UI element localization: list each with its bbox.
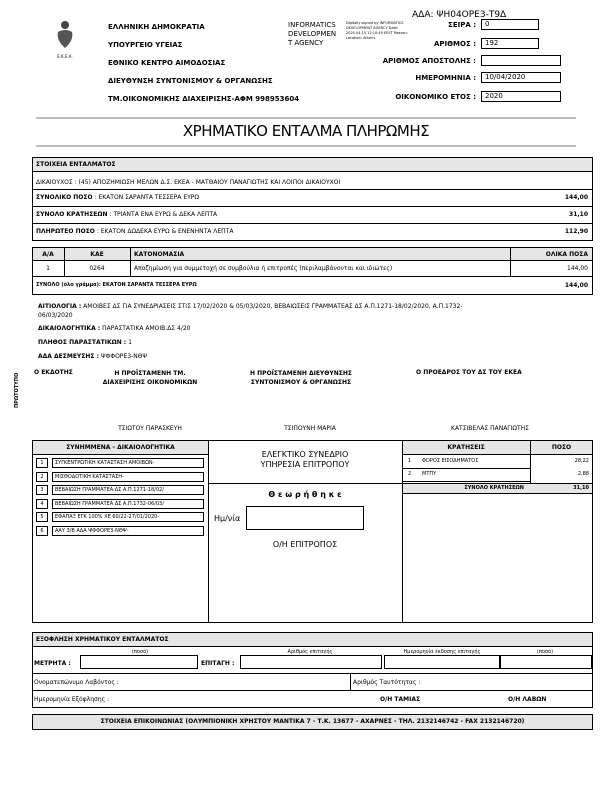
synimmena-item-number: 1 bbox=[36, 458, 48, 468]
kratiseis-total-label: ΣΥΝΟΛΟ ΚΡΑΤΗΣΕΩΝ bbox=[464, 485, 524, 491]
stamp-line-2: DEVELOPMEN bbox=[288, 30, 337, 38]
kratiseis-row-name: ΦΟΡΟΣ ΕΙΣΟΔΗΜΑΤΟΣ bbox=[422, 458, 479, 464]
poso-label-2: (ποσό) bbox=[536, 649, 554, 655]
arithmos-field: 192 bbox=[481, 38, 539, 49]
sig-proistameni-d-1: Η ΠΡΟΪΣΤΑΜΕΝΗ ΔΙΕΥΘΥΝΣΗΣ bbox=[250, 370, 352, 377]
aitiologia-text2: 06/03/2020 bbox=[38, 312, 73, 319]
stamp-line-1: INFORMATICS bbox=[288, 21, 336, 29]
sig-proistameni-d bbox=[226, 369, 376, 387]
poso-field[interactable] bbox=[500, 655, 592, 669]
synimmena-item-number: 3 bbox=[36, 485, 48, 495]
kae-total-label: ΣΥΝΟΛΟ (όλο γράμμα): ΕΚΑΤΟΝ ΣΑΡΑΝΤΑ ΤΕΣΣΕΡΑ ΕΥΡΩ bbox=[36, 282, 197, 288]
synimmena-item bbox=[32, 524, 208, 537]
imerominia-ekdosis-field[interactable] bbox=[384, 655, 500, 669]
synimmena-item-text: ΒΕΒΑΙΩΣΗ ΓΡΑΜΜΑΤΕΑ ΔΣ Α.Π.1732-06/03/ bbox=[52, 499, 204, 509]
aitiologia-label: ΑΙΤΙΟΛΟΓΙΑ : bbox=[38, 303, 82, 310]
rule bbox=[32, 673, 593, 674]
lavon-label: Ο/Η ΛΑΒΩΝ bbox=[508, 696, 547, 703]
rule bbox=[32, 454, 208, 455]
rule bbox=[32, 260, 593, 261]
elegktiko-header bbox=[208, 450, 402, 470]
sig-proistameni-tm-2: ΔΙΑΧΕΙΡΙΣΗΣ ΟΙΚΟΝΟΜΙΚΩΝ bbox=[102, 379, 198, 386]
synimmena-item-number: 4 bbox=[36, 499, 48, 509]
org-block bbox=[108, 18, 299, 108]
sig-proistameni-tm bbox=[80, 369, 220, 387]
kae-row-kae: 0264 bbox=[89, 265, 105, 272]
synimmena-item bbox=[32, 510, 208, 523]
synimmena-item-number: 6 bbox=[36, 526, 48, 536]
synimmena-item-text: ΑΑΥ 3/Β ΑΔΑ ΨΦΦΟΡΕ3-ΝΘΨ- bbox=[52, 526, 204, 536]
arithmos-epitagis-field[interactable] bbox=[240, 655, 382, 669]
plithos-value: 1 bbox=[128, 339, 132, 346]
kratiseis-row-number: 1 bbox=[408, 458, 412, 464]
kratiseis-row bbox=[402, 469, 593, 482]
rule bbox=[402, 454, 593, 455]
dikaiouxos: ΔΙΚΑΙΟΥΧΟΣ : (45) ΑΠΟΖΗΜΙΩΣΗ ΜΕΛΩΝ Δ.Σ. ΕΚΕΑ - ΜΑΤΘΑΙΟΥ ΠΑΝΑΓΙΩΤΗΣ ΚΑΙ ΛΟΙΠΟΙ ΔΙΚΑΙΟΥΧΟΙ bbox=[36, 179, 341, 186]
synoliko-text: : ΕΚΑΤΟΝ ΣΑΡΑΝΤΑ ΤΕΣΣΕΡΑ ΕΥΡΩ bbox=[94, 194, 199, 201]
oikonomiko-etos-label: ΟΙΚΟΝΟΜΙΚΟ ΕΤΟΣ : bbox=[395, 93, 476, 101]
plithos bbox=[38, 339, 132, 346]
rule bbox=[130, 247, 131, 276]
protypo-label: ΠΡΩΤΟΤΥΠΟ bbox=[14, 372, 20, 408]
hm-field[interactable] bbox=[246, 506, 364, 530]
sig-proistameni-d-2: ΣΥΝΤΟΝΙΣΜΟΥ & ΟΡΓΑΝΩΣΗΣ bbox=[250, 379, 352, 386]
synimmena-item-number: 5 bbox=[36, 512, 48, 522]
plithos-label: ΠΛΗΘΟΣ ΠΑΡΑΣΤΑΤΙΚΩΝ : bbox=[38, 339, 127, 346]
tamias-label: Ο/Η ΤΑΜΙΑΣ bbox=[380, 696, 421, 703]
metrita-label: ΜΕΤΡΗΤΑ : bbox=[34, 660, 71, 667]
ada-desmeusis-value: ΨΦΦΟΡΕ3-ΝΘΨ bbox=[100, 353, 148, 360]
kratiseis-row-number: 2 bbox=[408, 471, 412, 477]
rule bbox=[402, 481, 530, 482]
sig-proistameni-tm-1: Η ΠΡΟΪΣΤΑΜΕΝΗ ΤΜ. bbox=[114, 370, 186, 377]
sig-ekdotis: Ο ΕΚΔΟΤΗΣ bbox=[34, 369, 73, 376]
synoliko-row bbox=[36, 194, 199, 201]
kratiseis-row-amount: 28,22 bbox=[574, 458, 589, 464]
pliroteo-text: : ΕΚΑΤΟΝ ΔΩΔΕΚΑ ΕΥΡΩ & ΕΝΕΝΗΝΤΑ ΛΕΠΤΑ bbox=[96, 228, 234, 235]
synimmena-item bbox=[32, 483, 208, 496]
kratiseis-row-amount: 2,88 bbox=[577, 471, 589, 477]
synimmena-item-text: ΕΦΑΠΑΞ ΕΓΚ 100% ΧΕ 60/22-27/01/2020- bbox=[52, 512, 204, 522]
synimmena-item-text: ΜΙΣΘΟΔΟΤΙΚΗ ΚΑΤΑΣΤΑΣΗ- bbox=[52, 472, 204, 482]
footer-contact: ΣΤΟΙΧΕΙΑ ΕΠΙΚΟΙΝΩΝΙΑΣ (ΟΛΥΜΠΙΟΝΙΚΗ ΧΡΗΣΤΟΥ ΜΑΝΤΙΚΑ 7 - Τ.Κ. 13677 - ΑΧΑΡΝΕΣ - ΤΗΛ. 2132146742 - FAX 2132146720) bbox=[100, 718, 525, 725]
rule bbox=[32, 690, 593, 691]
dikaiologitika-label: ΔΙΚΑΙΟΛΟΓΗΤΙΚΑ : bbox=[38, 325, 101, 332]
org-line-1: ΕΛΛΗΝΙΚΗ ΔΗΜΟΚΡΑΤΙΑ bbox=[108, 23, 205, 31]
rule bbox=[402, 483, 593, 484]
org-line-2: ΥΠΟΥΡΓΕΙΟ ΥΓΕΙΑΣ bbox=[108, 41, 183, 49]
seira-label: ΣΕΙΡΑ : bbox=[448, 21, 476, 29]
org-line-4: ΔΙΕΥΘΥΝΣΗ ΣΥΝΤΟΝΙΣΜΟΥ & ΟΡΓΑΝΩΣΗΣ bbox=[108, 77, 273, 85]
kratiseis-row bbox=[36, 211, 217, 218]
kae-row-aa: 1 bbox=[46, 265, 50, 272]
arithmos-apostolis-field bbox=[481, 55, 561, 66]
rule bbox=[32, 189, 593, 190]
pliroteo-label: ΠΛΗΡΩΤΕΟ ΠΟΣΟ bbox=[36, 228, 95, 235]
synimmena-item-text: ΣΥΓΚΕΝΤΡΩΤΙΚΗ ΚΑΤΑΣΤΑΣΗ ΑΜΟΙΒΩΝ- bbox=[52, 458, 204, 468]
kratiseis-total-value: 31,10 bbox=[573, 485, 589, 491]
sig-name-1: ΤΣΙΩΤΟΥ ΠΑΡΑΣΚΕΥΗ bbox=[118, 425, 182, 432]
rule bbox=[208, 483, 402, 484]
digital-stamp bbox=[288, 21, 336, 48]
imerominia-field: 10/04/2020 bbox=[481, 72, 561, 83]
stamp-small-text: Digitally signed by INFORMATICS DEVELOPMENT AGENCY Date: 2020.04.15 12:10:49 EEST Reason: Location: Athens bbox=[346, 21, 408, 40]
synimmena-item bbox=[32, 497, 208, 510]
kae-row-name: Αποζημίωση για συμμετοχή σε συμβούλια ή επιτροπές (περιλαμβάνονται και ιδιώτες) bbox=[134, 265, 393, 272]
kae-col-aa: Α/Α bbox=[42, 251, 54, 258]
seira-field: 0 bbox=[481, 19, 539, 30]
rule bbox=[32, 276, 593, 277]
synimmena-item-text: ΒΕΒΑΙΩΣΗ ΓΡΑΜΜΑΤΕΑ ΔΣ Α.Π.1271-18/02/ bbox=[52, 485, 204, 495]
kratiseis-col-amount: ΠΟΣΟ bbox=[551, 444, 572, 451]
dikaiologitika bbox=[38, 325, 190, 332]
rule bbox=[402, 493, 593, 494]
kae-col-amount: ΟΛΙΚΑ ΠΟΣΑ bbox=[545, 251, 588, 258]
arithmos-apostolis-label: ΑΡΙΘΜΟΣ ΑΠΟΣΤΟΛΗΣ : bbox=[382, 57, 476, 65]
pliroteo-row bbox=[36, 228, 233, 235]
ekea-logo bbox=[52, 20, 78, 58]
logo-icon bbox=[52, 20, 78, 50]
imerominia-ekdosis-label: Ημερομηνία έκδοσης επιταγής bbox=[403, 649, 481, 655]
rule bbox=[350, 673, 351, 690]
ada-desmeusis bbox=[38, 353, 147, 360]
epitagi-label: ΕΠΙΤΑΓΗ : bbox=[201, 660, 235, 667]
rule bbox=[32, 223, 593, 224]
kratiseis-label: ΣΥΝΟΛΟ ΚΡΑΤΗΣΕΩΝ bbox=[36, 211, 108, 218]
arithmos-epitagis-label: Αριθμός επιταγής bbox=[287, 649, 333, 655]
aitiologia-text: ΑΜΟΙΒΕΣ ΔΣ ΓΙΑ ΣΥΝΕΔΡΙΑΣΕΙΣ ΣΤΙΣ 17/02/2020 & 05/03/2020, ΒΕΒΑΙΩΣΕΙΣ ΓΡΑΜΜΑΤΕΑΣ ΔΣ Α.Π.1271-18/02/2020, Α.Π.1732- bbox=[83, 303, 463, 310]
ada-code: ΑΔΑ: ΨΗ04ΟΡΕ3-Τ9Δ bbox=[412, 10, 507, 20]
elegktiko-line-1: ΕΛΕΓΚΤΙΚΟ ΣΥΝΕΔΡΙΟ bbox=[261, 450, 349, 459]
kae-total-value: 144,00 bbox=[564, 282, 588, 289]
ada-desmeusis-label: ΑΔΑ ΔΕΣΜΕΥΣΗΣ : bbox=[38, 353, 99, 360]
org-line-5: ΤΜ.ΟΙΚΟΝΟΜΙΚΗΣ ΔΙΑΧΕΙΡΙΣΗΣ-ΑΦΜ 998953604 bbox=[108, 95, 300, 103]
rule bbox=[32, 171, 593, 172]
aitiologia bbox=[38, 302, 568, 320]
rule bbox=[32, 646, 593, 647]
dikaiologitika-text: ΠΑΡΑΣΤΑΤΙΚΑ ΑΜΟΙΒ.ΔΣ 4/20 bbox=[102, 325, 191, 332]
page-title: ΧΡΗΜΑΤΙΚΟ ΕΝΤΑΛΜΑ ΠΛΗΡΩΜΗΣ bbox=[182, 122, 430, 140]
title-rule-bottom bbox=[36, 145, 576, 147]
theorithike: Θ ε ω ρ ή θ η κ ε bbox=[268, 490, 342, 499]
exoflisi-heading: ΕΞΟΦΛΗΣΗ ΧΡΗΜΑΤΙΚΟΥ ΕΝΤΑΛΜΑΤΟΣ bbox=[33, 633, 592, 646]
kratiseis-row-name: ΜΤΠΥ bbox=[422, 471, 437, 477]
synimmena-item bbox=[32, 470, 208, 483]
hm-label: Ημ/νία bbox=[214, 514, 241, 523]
onomateponymo-label: Ονοματεπώνυμο Λαβόντος : bbox=[34, 679, 119, 686]
synoliko-value: 144,00 bbox=[564, 194, 588, 201]
synimmena-heading: ΣΥΝΗΜΜΕΝΑ - ΔΙΚΑΙΟΛΟΓΗΤΙΚΑ bbox=[33, 441, 208, 454]
kae-row-amount: 144,00 bbox=[567, 265, 588, 272]
kratiseis-col-name: ΚΡΑΤΗΣΕΙΣ bbox=[447, 444, 485, 451]
kae-col-kae: ΚΑΕ bbox=[90, 251, 104, 258]
sig-name-2: ΤΣΙΠΟΥΝΗ ΜΑΡΙΑ bbox=[284, 425, 336, 432]
synoliko-label: ΣΥΝΟΛΙΚΟ ΠΟΣΟ bbox=[36, 194, 93, 201]
sig-proedros: Ο ΠΡΟΕΔΡΟΣ ΤΟΥ ΔΣ ΤΟΥ ΕΚΕΑ bbox=[416, 369, 522, 376]
pliroteo-value: 112,90 bbox=[564, 228, 588, 235]
oikonomiko-etos-field: 2020 bbox=[481, 91, 561, 102]
stamp-line-3: T AGENCY bbox=[288, 39, 324, 47]
rule bbox=[32, 206, 593, 207]
sig-name-3: ΚΑΤΣΙΒΕΛΑΣ ΠΑΝΑΓΙΩΤΗΣ bbox=[451, 425, 529, 432]
logo-text: Ε.Κ.Ε.Α. bbox=[57, 54, 73, 59]
metrita-field[interactable] bbox=[80, 655, 198, 669]
kratiseis-row bbox=[402, 456, 593, 469]
arithmos-taftotitas-label: Αριθμός Ταυτότητας : bbox=[353, 679, 421, 686]
imerominia-label: ΗΜΕΡΟΜΗΝΙΑ : bbox=[415, 74, 476, 82]
title-rule-top bbox=[36, 117, 576, 119]
synimmena-item-number: 2 bbox=[36, 472, 48, 482]
stoixeia-heading: ΣΤΟΙΧΕΙΑ ΕΝΤΑΛΜΑΤΟΣ bbox=[33, 158, 592, 171]
synimmena-item bbox=[32, 456, 208, 469]
kratiseis-value: 31,10 bbox=[569, 211, 588, 218]
poso-label-1: (ποσό) bbox=[131, 649, 149, 655]
epitropos: Ο/Η ΕΠΙΤΡΟΠΟΣ bbox=[272, 540, 338, 549]
elegktiko-line-2: ΥΠΗΡΕΣΙΑ ΕΠΙΤΡΟΠΟΥ bbox=[260, 460, 350, 469]
kae-col-name: ΚΑΤΟΝΟΜΑΣΙΑ bbox=[134, 251, 185, 258]
org-line-3: ΕΘΝΙΚΟ ΚΕΝΤΡΟ ΑΙΜΟΔΟΣΙΑΣ bbox=[108, 59, 226, 67]
kratiseis-text: : ΤΡΙΑΝΤΑ ΕΝΑ ΕΥΡΩ & ΔΕΚΑ ΛΕΠΤΑ bbox=[109, 211, 218, 218]
imerominia-exoflisis-label: Ημερομηνία Εξόφλησης : bbox=[34, 696, 110, 703]
arithmos-label: ΑΡΙΘΜΟΣ : bbox=[433, 40, 476, 48]
